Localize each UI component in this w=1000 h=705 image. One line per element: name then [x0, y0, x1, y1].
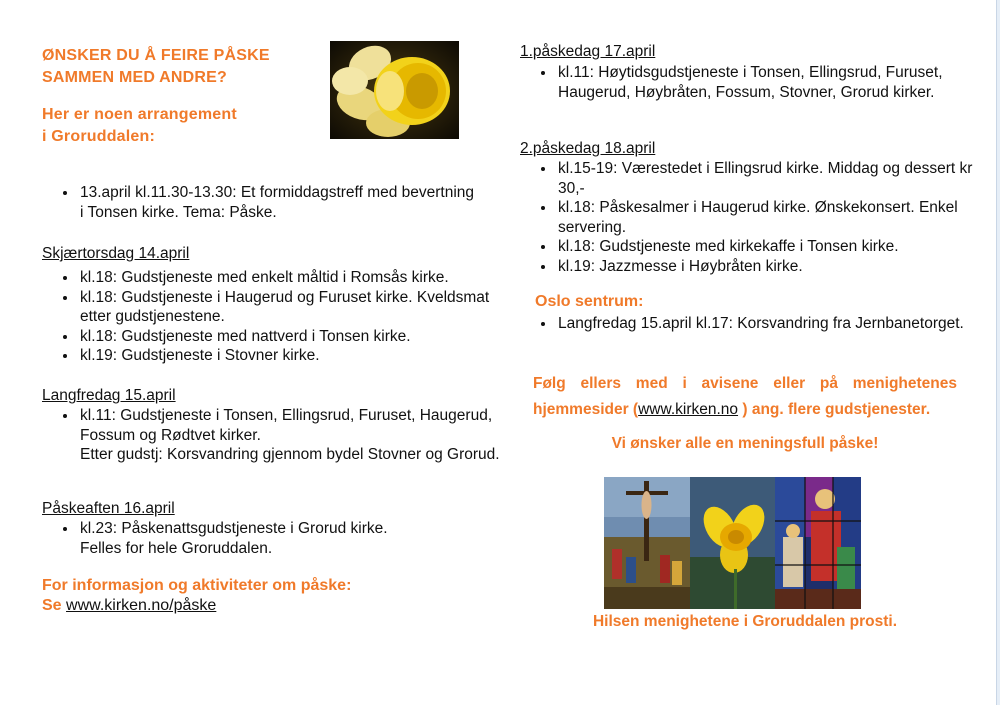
list-item: • kl.19: Jazzmesse i Høybråten kirke.	[556, 257, 976, 277]
daffodil-photo-small	[690, 477, 775, 609]
list-item: • kl.18: Gudstjeneste med kirkekaffe i Tonsen kirke.	[556, 237, 976, 257]
section-list-paaskeaften	[42, 519, 518, 558]
info-heading: For informasjon og aktiviteter om påske:	[42, 577, 352, 594]
list-item: • 13.april kl.11.30-13.30: Et formiddagstreff med bevertning i Tonsen kirke. Tema: Påske.	[78, 183, 478, 222]
list-item: • kl.11: Gudstjeneste i Tonsen, Ellingsrud, Furuset, Haugerud, Fossum og Rødtvet kirker.	[78, 406, 518, 445]
stained-glass-window	[775, 477, 861, 609]
greeting-line: Hilsen menighetene i Groruddalen prosti.	[592, 613, 898, 630]
info-line	[42, 596, 216, 616]
list-item: • kl.23: Påskenattsgudstjeneste i Grorud kirke.	[78, 519, 518, 539]
list-item-continuation: Etter gudstj: Korsvandring gjennom bydel Stovner og Grorud.	[80, 446, 500, 463]
follow-line-2	[533, 397, 957, 423]
follow-prefix: hjemmesider (	[533, 401, 639, 418]
section-list-skjaertorsdag	[42, 268, 518, 366]
sub-heading-line-1: Her er noen arrangement	[42, 106, 237, 123]
list-item: • Langfredag 15.april kl.17: Korsvandring fra Jernbanetorget.	[556, 314, 976, 334]
oslo-heading: Oslo sentrum:	[535, 293, 644, 310]
section-date-skjaertorsdag: Skjærtorsdag 14.april	[42, 245, 190, 262]
daffodil-photo	[330, 41, 459, 139]
list-item: • kl.18: Gudstjeneste med nattverd i Tonsen kirke.	[78, 327, 518, 347]
section-date-2-paaskedag: 2.påskedag 18.april	[520, 140, 656, 157]
section-date-1-paaskedag: 1.påskedag 17.april	[520, 43, 656, 60]
section-list-2-paaskedag	[520, 159, 976, 276]
intro-list	[42, 183, 478, 222]
list-item: • kl.18: Påskesalmer i Haugerud kirke. Ønskekonsert. Enkel servering.	[556, 198, 976, 237]
info-prefix: Se	[42, 597, 62, 614]
follow-paragraph	[533, 371, 957, 423]
heading-line-1: ØNSKER DU Å FEIRE PÅSKE	[42, 47, 270, 64]
kirken-link[interactable]: www.kirken.no	[638, 401, 739, 418]
wish-line: Vi ønsker alle en meningsfull påske!	[611, 435, 879, 452]
crucifixion-painting	[604, 477, 690, 609]
oslo-list	[520, 314, 976, 334]
list-item: • kl.11: Høytidsgudstjeneste i Tonsen, Ellingsrud, Furuset, Haugerud, Høybråten, Fossum, Stovner, Grorud kirker.	[556, 63, 976, 102]
section-date-paaskeaften: Påskeaften 16.april	[42, 500, 175, 517]
follow-line-1: Følg ellers med i avisene eller på menighetenes	[533, 375, 957, 392]
list-item: • kl.15-19: Værestedet i Ellingsrud kirke. Middag og dessert kr 30,-	[556, 159, 976, 198]
kirken-paaske-link[interactable]: www.kirken.no/påske	[66, 597, 217, 614]
sub-heading	[42, 104, 237, 148]
list-item-continuation: Felles for hele Groruddalen.	[80, 539, 273, 557]
section-date-langfredag: Langfredag 15.april	[42, 387, 176, 404]
section-list-langfredag	[42, 406, 518, 465]
list-item: • kl.19: Gudstjeneste i Stovner kirke.	[78, 346, 518, 366]
list-item: • kl.18: Gudstjeneste med enkelt måltid i Romsås kirke.	[78, 268, 518, 288]
section-list-1-paaskedag	[520, 63, 976, 102]
page-heading	[42, 45, 270, 89]
list-item: • kl.18: Gudstjeneste i Haugerud og Furuset kirke. Kveldsmat etter gudstjenestene.	[78, 288, 518, 327]
sub-heading-line-2: i Groruddalen:	[42, 128, 156, 145]
follow-suffix: ) ang. flere gudstjenester.	[738, 401, 931, 418]
heading-line-2: SAMMEN MED ANDRE?	[42, 69, 228, 86]
